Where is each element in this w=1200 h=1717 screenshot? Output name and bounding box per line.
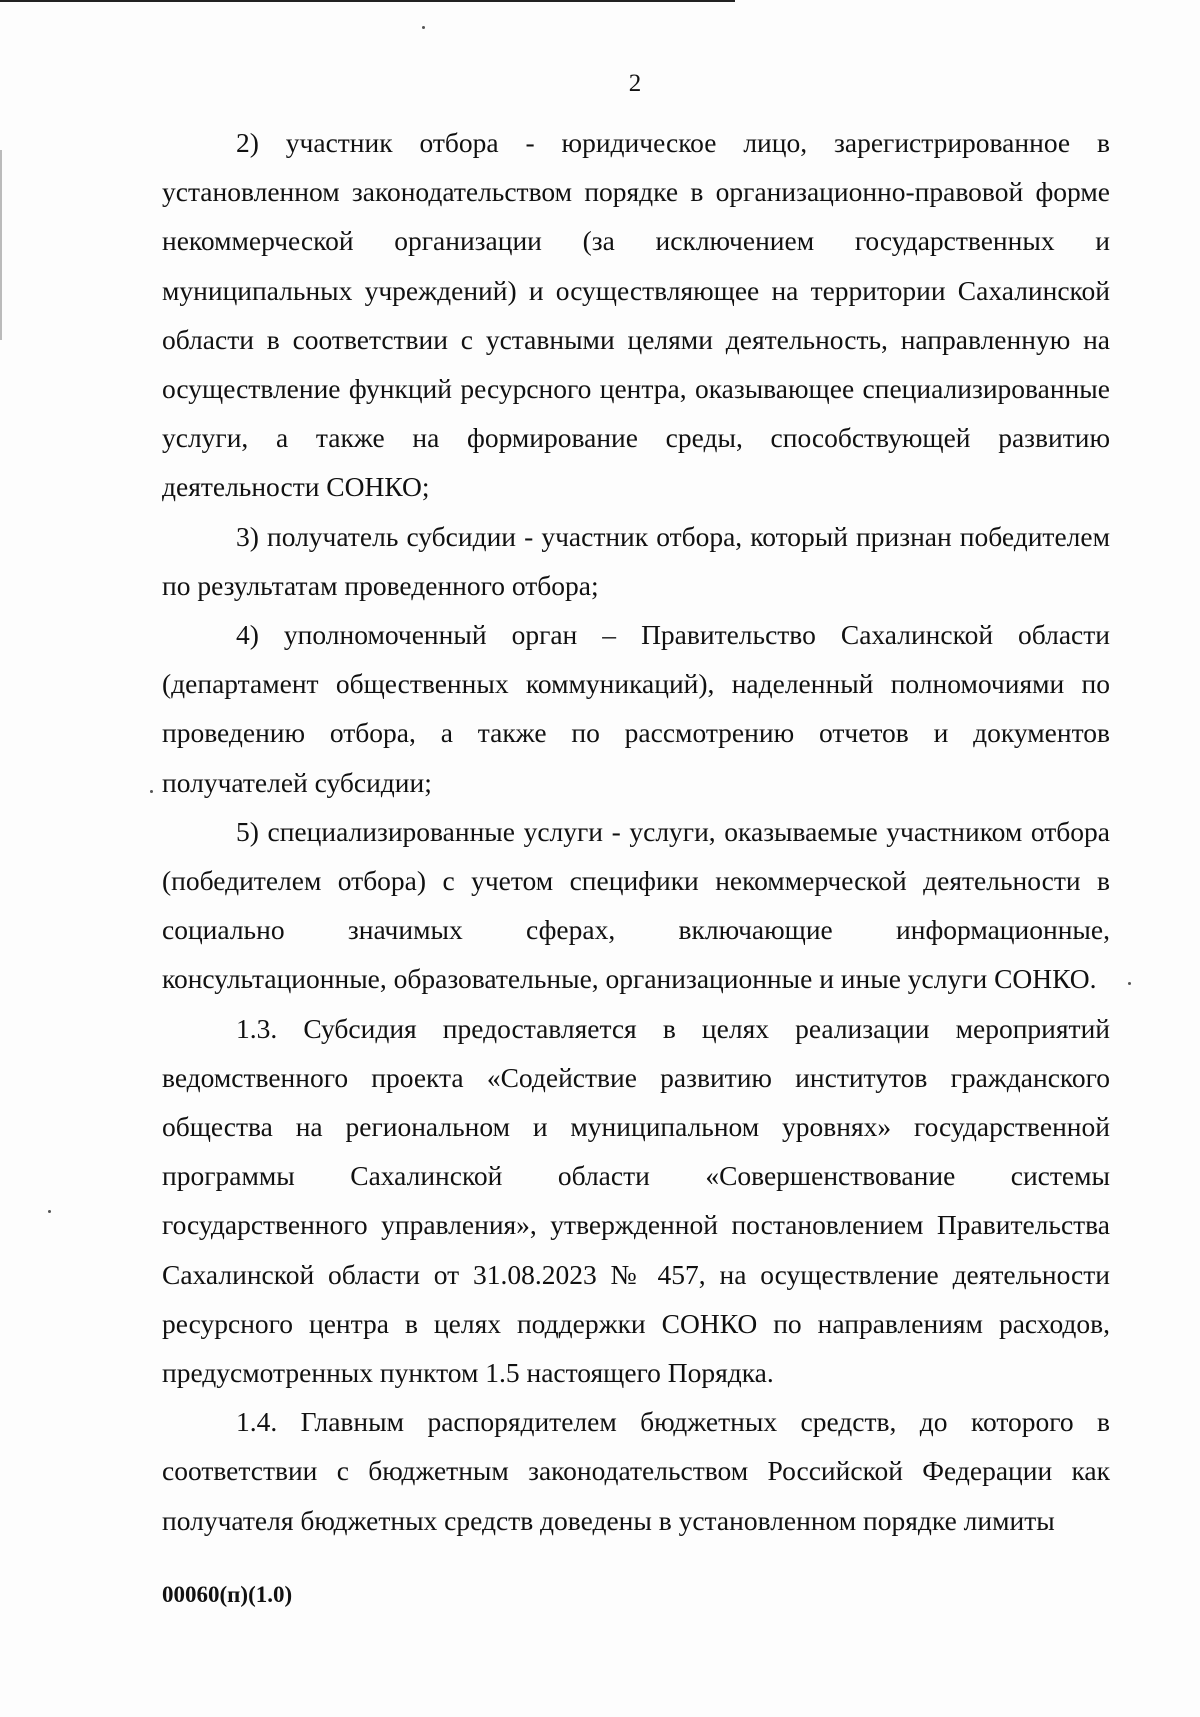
paragraph-definition-authorized-body: 4) уполномоченный орган – Правительство Сахалинской области (департамент общественных коммуникаций), наделенный полномочиями по проведению отбора, а также по рассмотрению отчетов и документов получателей субсидии; xyxy=(162,619,1110,798)
document-code: 00060(п)(1.0) xyxy=(162,1582,293,1607)
scan-margin-line xyxy=(0,150,2,340)
paragraph-1-3-purpose: 1.3. Субсидия предоставляется в целях реализации мероприятий ведомственного проекта «Содействие развитию институтов гражданского общества на региональном и муниципальном уровнях» государственной программы Сахалинской области «Совершенствование системы государственного управления», утвержденной постановлением Правительства Сахалинской области от 31.08.2023 № 457, на осуществление деятельности ресурсного центра в целях поддержки СОНКО по направлениям расходов, предусмотренных пунктом 1.5 настоящего Порядка. xyxy=(162,1012,1110,1389)
paragraph-definition-specialized-services: 5) специализированные услуги - услуги, оказываемые участником отбора (победителем отбора) с учетом специфики некоммерческой деятельности в социально значимых сферах, включающие информационные, консультационные, образовательные, организационные и иные услуги СОНКО. xyxy=(162,815,1110,995)
scan-speck xyxy=(422,26,425,29)
scan-edge-line xyxy=(0,0,735,2)
paragraph-definition-participant: 2) участник отбора - юридическое лицо, зарегистрированное в установленном законодательством порядке в организационно-правовой форме некоммерческой организации (за исключением государственных и муниципальных учреждений) и осуществляющее на территории Сахалинской области в соответствии с уставными целями деятельность, направленную на осуществление функций ресурсного центра, оказывающее специализированные услуги, а также на формирование среды, способствующей развитию деятельности СОНКО; xyxy=(162,127,1110,503)
paragraph-definition-recipient: 3) получатель субсидии - участник отбора, который признан победителем по результатам проведенного отбора; xyxy=(162,520,1110,601)
document-body xyxy=(162,118,1110,1545)
scan-speck xyxy=(48,1210,51,1213)
scan-speck xyxy=(150,790,153,793)
page-number: 2 xyxy=(628,70,642,97)
paragraph-1-4-chief-administrator: 1.4. Главным распорядителем бюджетных средств, до которого в соответствии с бюджетным законодательством Российской Федерации как получателя бюджетных средств доведены в установленном порядке лимиты xyxy=(162,1406,1110,1536)
scan-speck xyxy=(1128,982,1131,985)
